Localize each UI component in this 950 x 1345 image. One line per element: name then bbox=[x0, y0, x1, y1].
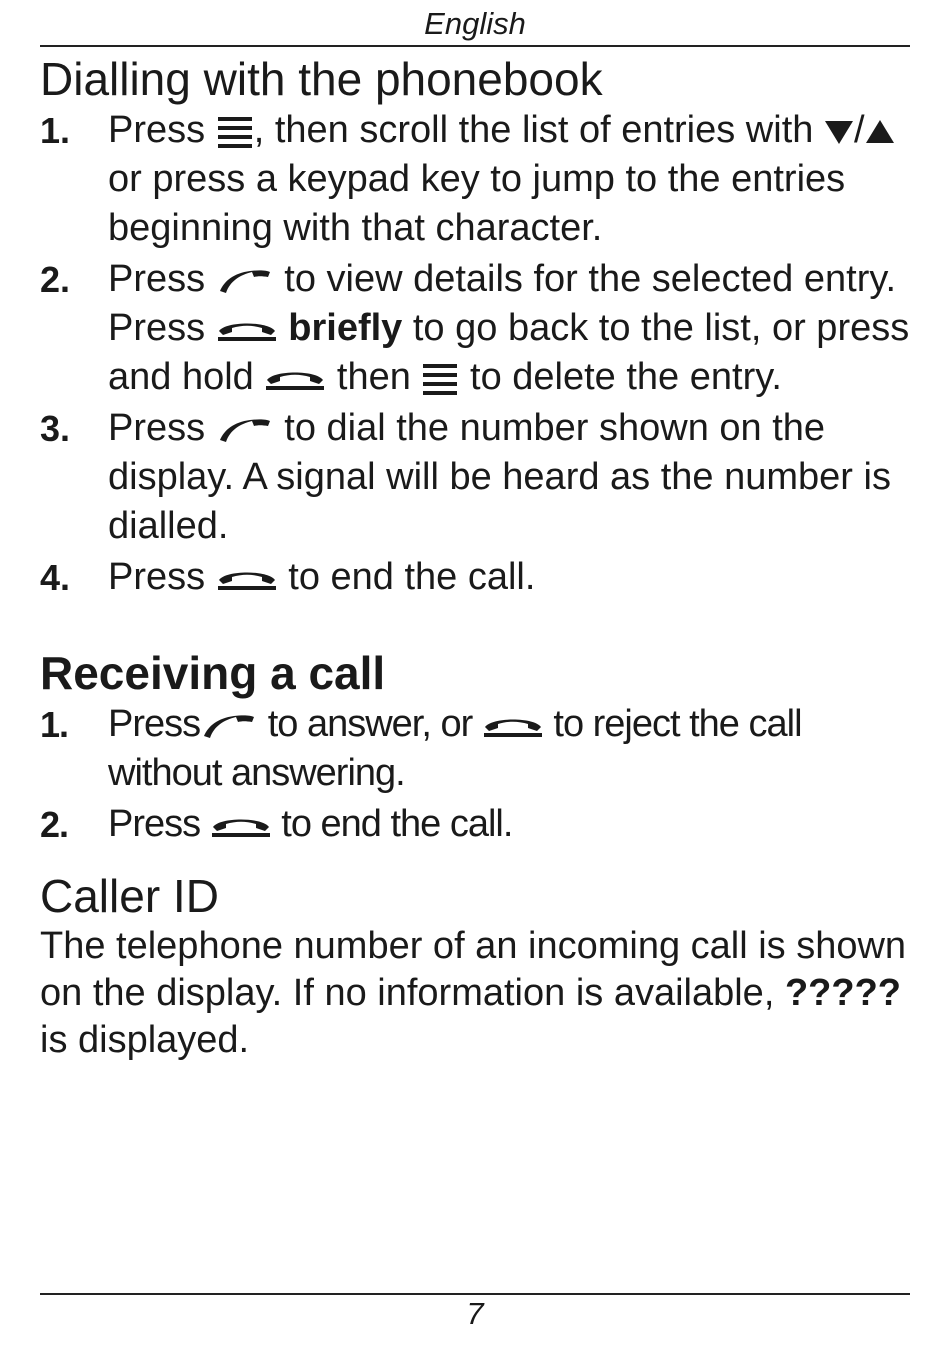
phone-talk-icon bbox=[200, 712, 258, 740]
step-text: to reject the call without answering. bbox=[108, 703, 802, 794]
step-number: 2. bbox=[40, 259, 71, 300]
phone-end-icon bbox=[216, 317, 278, 343]
page-content bbox=[40, 52, 910, 1064]
down-arrow-icon bbox=[824, 118, 854, 146]
menu-icon bbox=[421, 361, 459, 397]
step-number: 1. bbox=[40, 110, 71, 151]
step-text: Press bbox=[108, 703, 201, 745]
step-text: to delete the entry. bbox=[459, 356, 782, 398]
step-text: / bbox=[853, 109, 865, 151]
paragraph-text: The telephone number of an incoming call is shown on the display. If no information is available, bbox=[40, 925, 907, 1014]
step-text: Press bbox=[108, 407, 206, 449]
step-number: 1. bbox=[40, 704, 69, 745]
step-text: Press bbox=[108, 556, 206, 598]
step-text: Press bbox=[108, 803, 201, 845]
menu-icon bbox=[216, 114, 254, 150]
phone-end-icon bbox=[210, 813, 272, 839]
unknown-number-placeholder: ????? bbox=[784, 972, 901, 1014]
section-receiving bbox=[40, 646, 910, 849]
section-caller-id bbox=[40, 869, 910, 1064]
heading-dialling: Dialling with the phonebook bbox=[40, 53, 603, 105]
receiving-step-1 bbox=[40, 700, 910, 798]
footer-rule bbox=[40, 1293, 910, 1295]
dialling-steps bbox=[40, 106, 910, 602]
section-dialling bbox=[40, 52, 910, 602]
step-text: Press bbox=[108, 258, 206, 300]
step-text: to view details for the selected entry. Press bbox=[108, 258, 897, 349]
receiving-step-2 bbox=[40, 800, 910, 849]
step-number: 3. bbox=[40, 408, 71, 449]
page-number: 7 bbox=[466, 1296, 484, 1331]
step-text: to answer, or bbox=[258, 703, 473, 745]
up-arrow-icon bbox=[865, 118, 895, 146]
step-number: 4. bbox=[40, 557, 71, 598]
phone-talk-icon bbox=[216, 416, 274, 444]
dialling-step-3 bbox=[40, 404, 910, 551]
heading-receiving: Receiving a call bbox=[40, 647, 386, 699]
paragraph-text: is displayed. bbox=[40, 1019, 250, 1061]
step-number: 2. bbox=[40, 804, 69, 845]
step-text: to go back to the list, or press and hold bbox=[108, 307, 910, 398]
dialling-step-4 bbox=[40, 553, 910, 602]
step-text: , then scroll the list of entries with bbox=[253, 109, 814, 151]
step-text: to end the call. bbox=[277, 556, 536, 598]
phone-end-icon bbox=[264, 366, 326, 392]
step-emphasis: briefly bbox=[288, 307, 403, 349]
header-rule bbox=[40, 45, 910, 47]
caller-id-paragraph bbox=[40, 923, 910, 1064]
step-text: Press bbox=[108, 109, 206, 151]
phone-end-icon bbox=[482, 713, 544, 739]
step-text: then bbox=[326, 356, 411, 398]
phone-end-icon bbox=[216, 566, 278, 592]
phone-talk-icon bbox=[216, 267, 274, 295]
header-language: English bbox=[424, 6, 526, 41]
step-text: to dial the number shown on the display. A signal will be heard as the number is dialled. bbox=[108, 407, 891, 547]
dialling-step-1 bbox=[40, 106, 910, 253]
heading-caller-id: Caller ID bbox=[40, 870, 219, 922]
dialling-step-2 bbox=[40, 255, 910, 402]
receiving-steps bbox=[40, 700, 910, 849]
step-text: to end the call. bbox=[271, 803, 513, 845]
step-text: or press a keypad key to jump to the entries beginning with that character. bbox=[108, 158, 846, 249]
